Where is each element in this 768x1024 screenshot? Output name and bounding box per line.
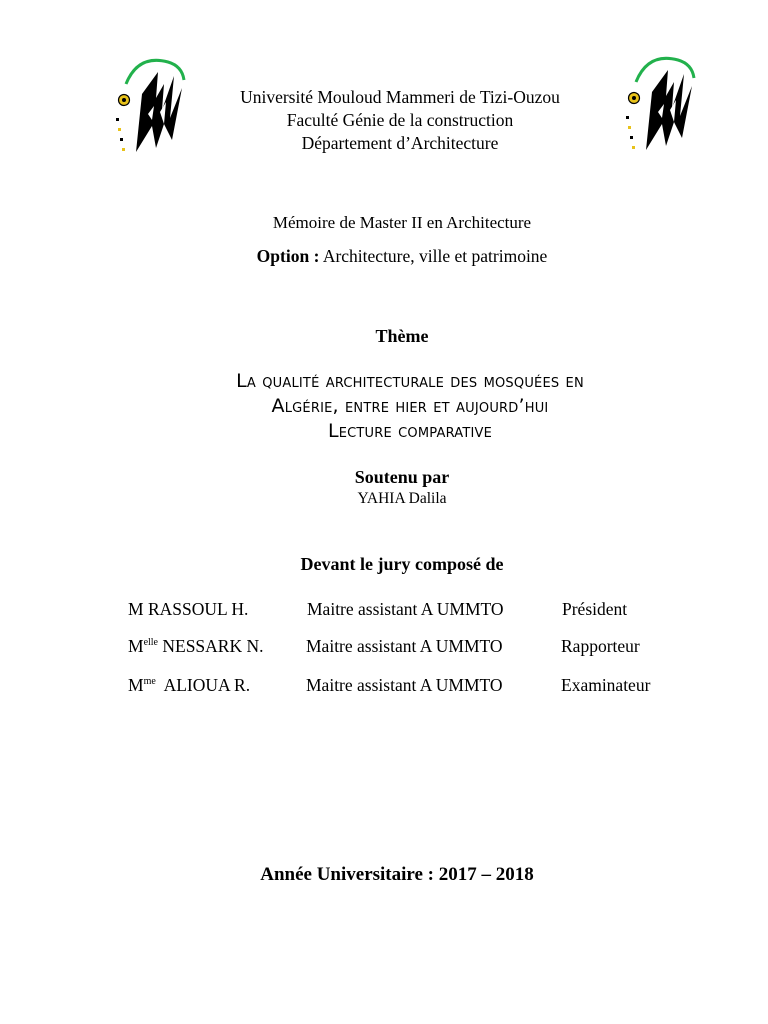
jury-member-surname: ALIOUA R. (163, 675, 251, 695)
jury-member-role: Président (562, 599, 628, 619)
department-name: Département d’Architecture (301, 133, 499, 153)
university-name: Université Mouloud Mammeri de Tizi-Ouzou (240, 87, 560, 107)
theme-title-line-1: La qualité architecturale des mosquées en (236, 370, 584, 392)
jury-member-name (128, 636, 264, 657)
jury-member-name (128, 599, 248, 620)
theme-title-line-2: Algérie, entre hier et aujourd’hui (271, 395, 549, 417)
author-name: YAHIA Dalila (357, 490, 447, 507)
jury-member-role: Examinateur (561, 675, 651, 695)
jury-member-grade: Maitre assistant A UMMTO (306, 636, 503, 656)
jury-member-prefix-sup: elle (143, 637, 158, 648)
jury-member-surname: RASSOUL H. (147, 599, 249, 619)
theme-label: Thème (375, 326, 429, 346)
university-logo-right (618, 52, 698, 157)
jury-member-prefix: M (128, 636, 144, 656)
option-value: Architecture, ville et patrimoine (322, 246, 548, 266)
option-line (200, 246, 604, 267)
option-label: Option : (256, 246, 320, 266)
jury-member-surname: NESSARK N. (162, 636, 264, 656)
jury-member-grade: Maitre assistant A UMMTO (307, 599, 504, 619)
jury-member-prefix: M (128, 599, 144, 619)
jury-member-grade: Maitre assistant A UMMTO (306, 675, 503, 695)
theme-title-line-3: Lecture comparative (327, 420, 493, 442)
jury-member-prefix: M (128, 675, 144, 695)
jury-heading: Devant le jury composé de (300, 554, 504, 574)
memoire-title: Mémoire de Master II en Architecture (272, 213, 532, 232)
university-logo-icon (618, 52, 698, 157)
university-logo-icon (108, 54, 188, 159)
jury-member-name (128, 675, 250, 696)
soutenu-label: Soutenu par (354, 467, 450, 487)
academic-year: Année Universitaire : 2017 – 2018 (260, 864, 534, 885)
jury-member-prefix-sup: me (143, 676, 156, 687)
faculty-name: Faculté Génie de la construction (286, 110, 514, 130)
jury-member-role: Rapporteur (561, 636, 640, 656)
university-logo-left (108, 54, 188, 159)
